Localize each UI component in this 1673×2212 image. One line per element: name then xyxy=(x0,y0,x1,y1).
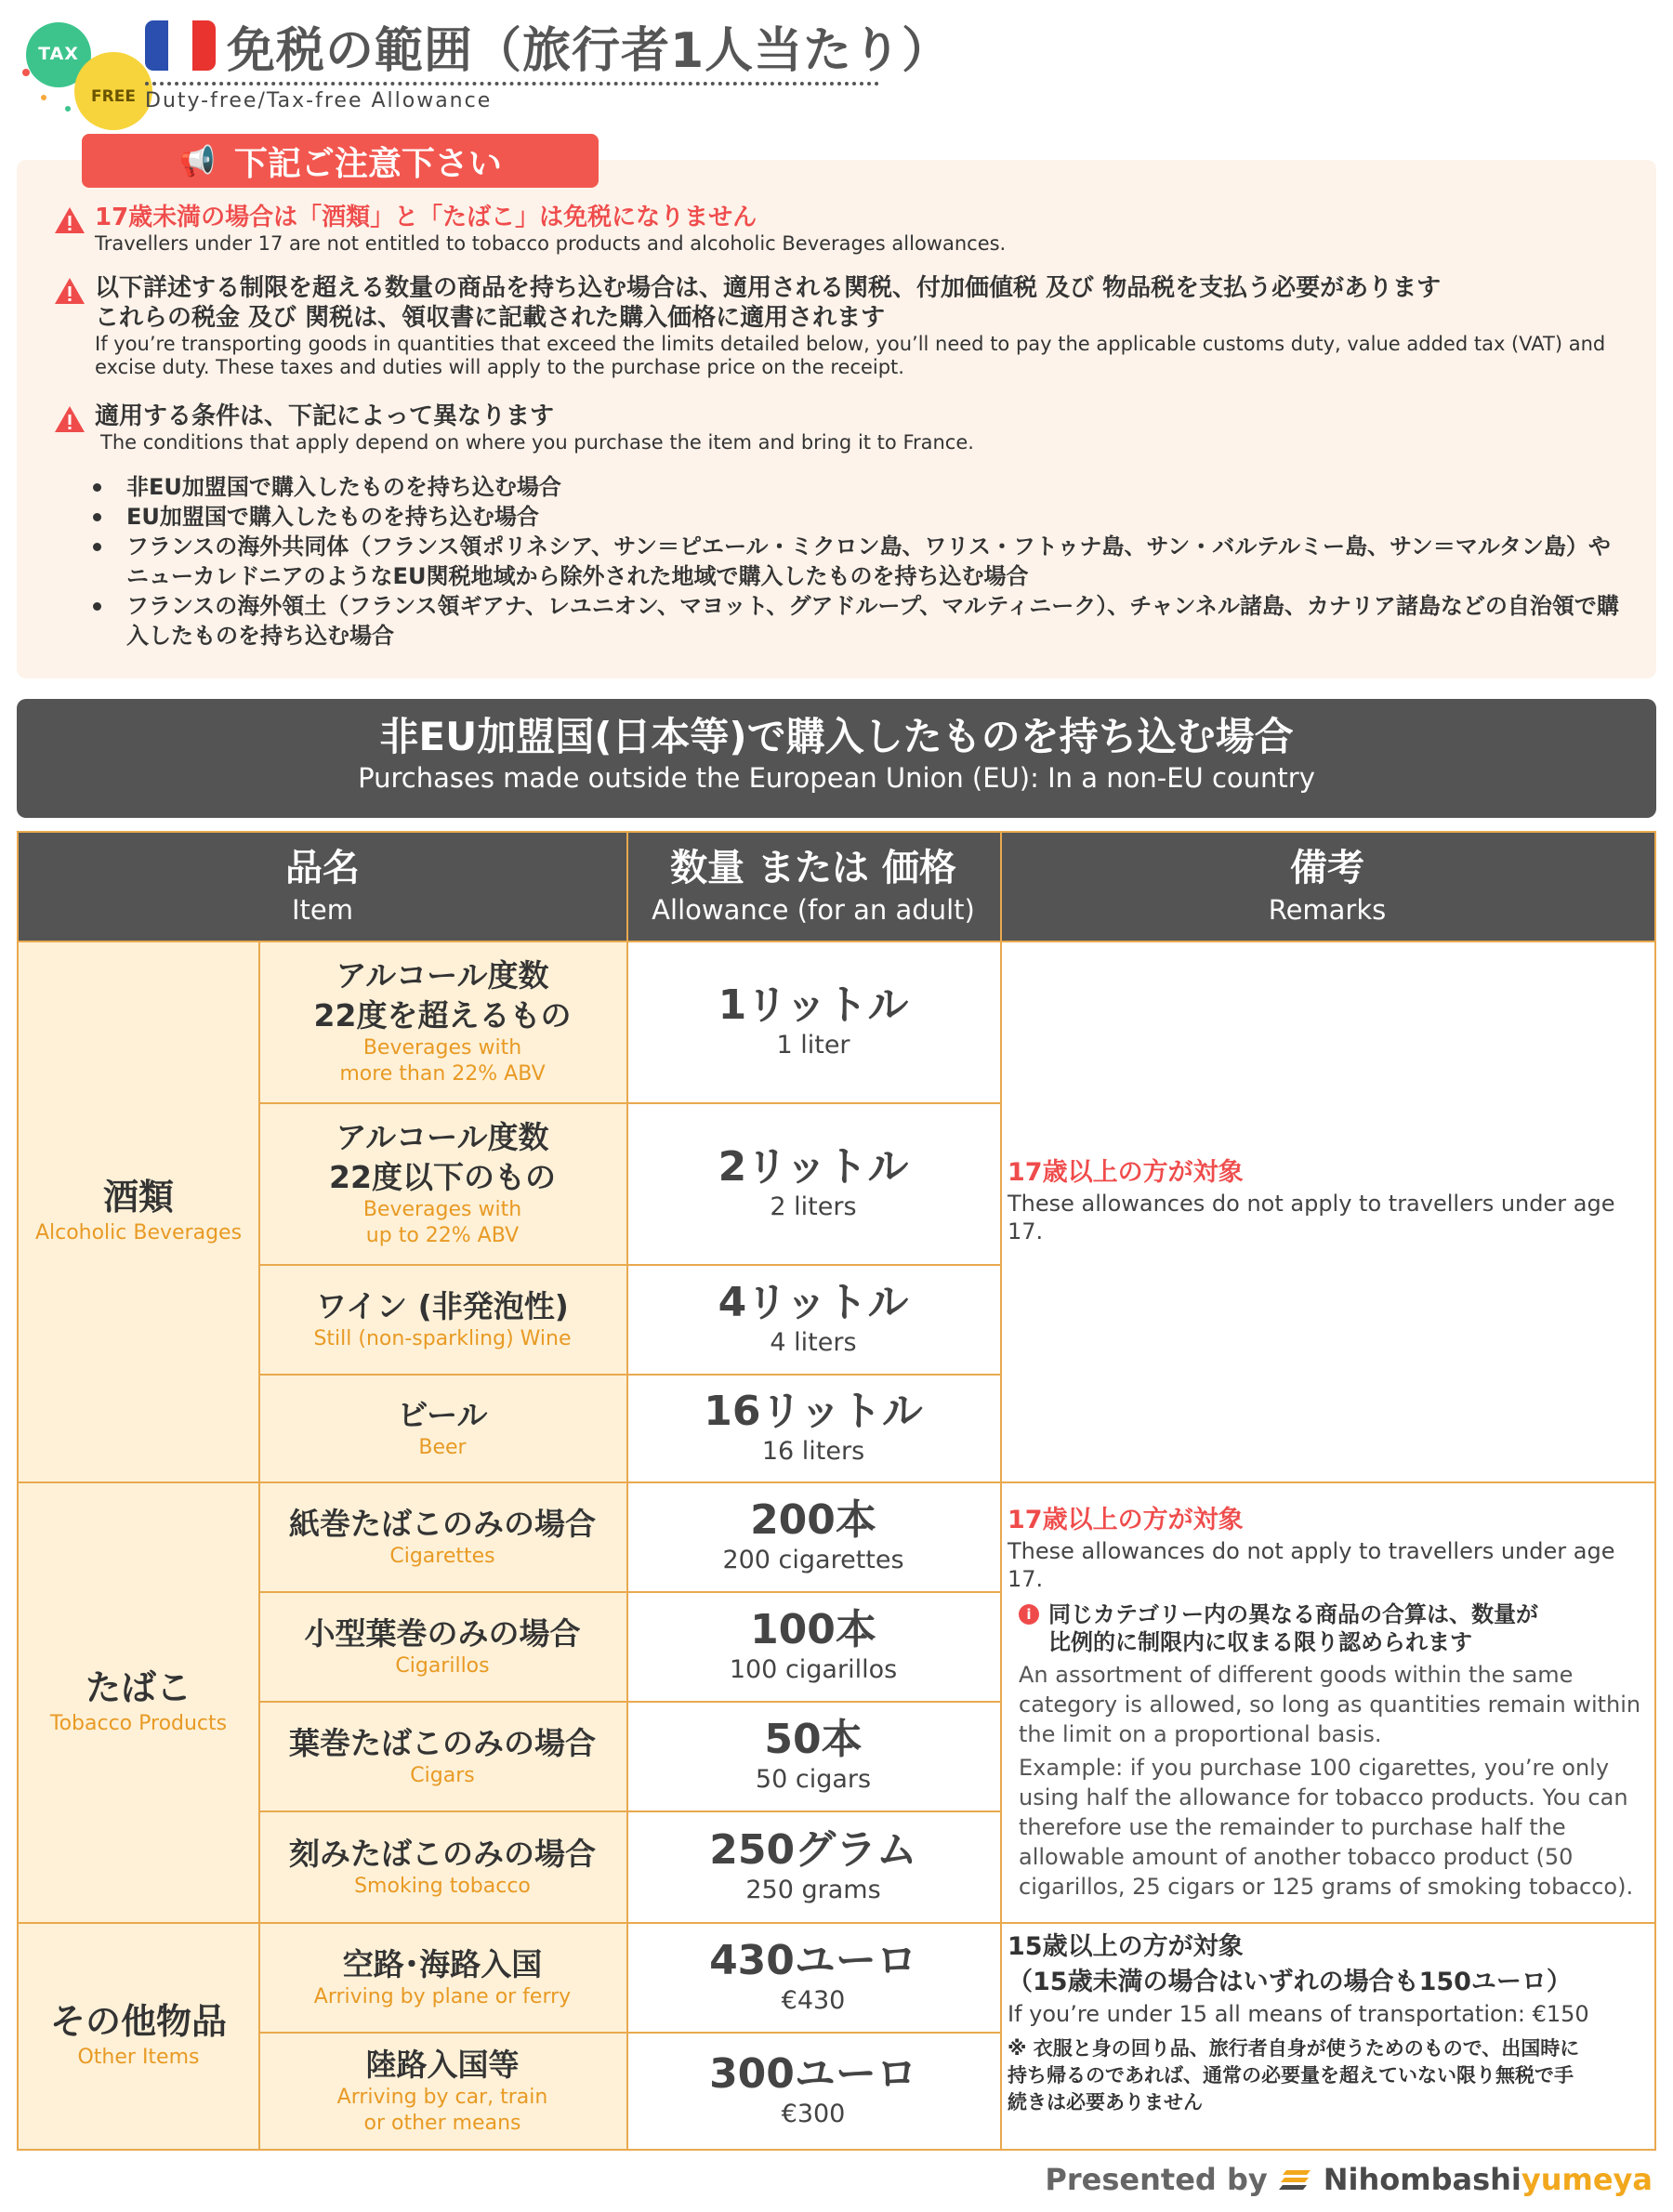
table-row-allowance xyxy=(626,941,1000,1102)
table-divider xyxy=(258,1810,1000,1812)
notice-tab-label: 下記ご注意下さい xyxy=(233,144,502,183)
france-flag-icon xyxy=(145,20,216,71)
presented-by-label: Presented by xyxy=(1045,2162,1268,2197)
category-other xyxy=(19,1922,258,2149)
notice-conditions-jp: 適用する条件は、下記によって異なります xyxy=(95,402,555,430)
item-name-en: Cigarettes xyxy=(389,1544,495,1568)
header-remarks xyxy=(1000,833,1654,941)
notice-item-age xyxy=(54,203,1662,256)
allowance-jp: 300ユーロ xyxy=(709,2050,917,2098)
remark-info-en: category is allowed, so long as quantities remain within xyxy=(1019,1692,1641,1718)
item-name-en: Arriving by car, train xyxy=(336,2085,548,2109)
allowance-jp: 2リットル xyxy=(718,1143,909,1191)
remark-example-en: cigarillos, 25 cigars or 125 grams of smoking tobacco). xyxy=(1019,1874,1634,1900)
table-row-allowance xyxy=(626,1264,1000,1374)
warning-icon xyxy=(54,405,86,433)
allowance-en: €300 xyxy=(781,2100,846,2128)
item-name-jp: 小型葉巻のみの場合 xyxy=(304,1614,581,1652)
remark-tobacco xyxy=(1008,1504,1649,1902)
section-title-jp: 非EU加盟国(日本等)で購入したものを持ち込む場合 xyxy=(379,714,1294,759)
allowance-jp: 430ユーロ xyxy=(709,1937,917,1984)
warning-icon xyxy=(54,206,86,234)
section-banner xyxy=(17,699,1656,818)
header-item-en: Item xyxy=(291,894,353,926)
allowance-en: €430 xyxy=(781,1986,846,2015)
item-name-jp: 紙巻たばこのみの場合 xyxy=(289,1505,596,1542)
notice-item-duty xyxy=(54,273,1662,379)
info-icon: i xyxy=(1019,1604,1039,1625)
item-name-en: Cigars xyxy=(410,1763,475,1787)
remark-other xyxy=(1008,1929,1653,2116)
table-divider xyxy=(258,1591,1000,1593)
table-divider xyxy=(258,1102,1000,1104)
title-divider xyxy=(145,82,879,86)
remark-age-en: These allowances do not apply to travellers under age 17. xyxy=(1008,1538,1615,1592)
table-row-allowance xyxy=(626,1701,1000,1810)
table-row-item xyxy=(258,1591,626,1701)
remark-alcohol xyxy=(1008,1156,1649,1245)
notice-duty-jp-2: これらの税金 及び 関税は、領収書に記載された購入価格に適用されます xyxy=(95,304,886,332)
allowance-jp: 250グラム xyxy=(709,1826,917,1874)
notice-duty-jp-1: 以下詳述する制限を超える数量の商品を持ち込む場合は、適用される関税、付加価値税 及び 物品税を支払う必要があります xyxy=(95,274,1442,302)
header-allowance-en: Allowance (for an adult) xyxy=(652,894,975,926)
item-name-jp: 葉巻たばこのみの場合 xyxy=(289,1724,596,1761)
table-row-allowance xyxy=(626,1102,1000,1264)
brand-name-accent: yumeya xyxy=(1521,2162,1653,2197)
list-item: フランスの海外共同体（フランス領ポリネシア、サン＝ピエール・ミクロン島、ワリス・フトゥナ島、サン・バルテルミー島、サン＝マルタン島）やニューカレドニアのようなEU関税地域から除外された地域で購入したものを持ち込む場合 xyxy=(89,532,1632,591)
table-row-item xyxy=(258,1810,626,1922)
remark-note: 持ち帰るのであれば、通常の必要量を超えていない限り無税で手 xyxy=(1008,2064,1574,2087)
allowance-en: 200 cigarettes xyxy=(722,1546,904,1574)
remark-info-en: the limit on a proportional basis. xyxy=(1019,1721,1382,1747)
allowance-en: 4 liters xyxy=(770,1328,857,1357)
table-divider xyxy=(1000,833,1002,2151)
item-name-en: Beer xyxy=(418,1435,467,1459)
category-tobacco-en: Tobacco Products xyxy=(49,1712,228,1735)
allowance-table xyxy=(17,831,1656,2151)
item-name-en: Smoking tobacco xyxy=(354,1874,531,1898)
table-row-allowance xyxy=(626,1810,1000,1922)
purchase-location-list xyxy=(89,472,1632,651)
table-row-allowance xyxy=(626,1591,1000,1701)
notice-age-jp: 17歳未満の場合は「酒類」と「たばこ」は免税になりません xyxy=(95,204,757,231)
page-subtitle: Duty-free/Tax-free Allowance xyxy=(145,89,493,112)
remark-example-en: using half the allowance for tobacco products. You can xyxy=(1019,1784,1628,1810)
item-name-jp: ワイン (非発泡性) xyxy=(316,1287,569,1324)
table-divider xyxy=(258,941,260,2151)
item-name-en: Beverages with xyxy=(362,1036,522,1060)
header-allowance xyxy=(626,833,1000,941)
remark-age-en: These allowances do not apply to travellers under age 17. xyxy=(1008,1191,1615,1244)
table-row-allowance xyxy=(626,1481,1000,1591)
remark-age-label: 17歳以上の方が対象 xyxy=(1008,1158,1244,1187)
notice-age-en: Travellers under 17 are not entitled to tobacco products and alcoholic Beverages allowances. xyxy=(95,232,1007,255)
remark-age-label: 15歳以上の方が対象 xyxy=(1008,1932,1244,1961)
allowance-jp: 200本 xyxy=(750,1496,876,1544)
megaphone-icon: 📢 xyxy=(178,143,216,178)
category-alcohol-jp: 酒類 xyxy=(102,1177,174,1218)
allowance-en: 16 liters xyxy=(761,1437,865,1466)
allowance-jp: 100本 xyxy=(750,1606,876,1653)
table-row-item xyxy=(258,2032,626,2149)
item-name-en: Cigarillos xyxy=(395,1653,490,1678)
category-tobacco-jp: たばこ xyxy=(85,1667,191,1708)
table-divider xyxy=(258,1374,1000,1376)
list-item: フランスの海外領土（フランス領ギアナ、レユニオン、マヨット、グアドループ、マルティニーク）、チャンネル諸島、カナリア諸島などの自治領で購入したものを持ち込む場合 xyxy=(89,591,1632,651)
item-name-jp: 陸路入国等 xyxy=(365,2046,520,2083)
item-name-jp: 22度以下のもの xyxy=(329,1159,556,1195)
item-name-jp: ビール xyxy=(397,1396,488,1433)
item-name-en: more than 22% ABV xyxy=(339,1062,546,1086)
header-item xyxy=(19,833,626,941)
category-tobacco xyxy=(19,1481,258,1922)
table-row-item xyxy=(258,1264,626,1374)
brand-logo-icon xyxy=(1279,2166,1312,2192)
allowance-en: 100 cigarillos xyxy=(729,1655,898,1684)
remark-info-en: An assortment of different goods within the same xyxy=(1019,1662,1574,1688)
table-row-item xyxy=(258,1481,626,1591)
item-name-jp: 刻みたばこのみの場合 xyxy=(289,1835,596,1872)
table-row-allowance xyxy=(626,2032,1000,2149)
item-name-en: or other means xyxy=(363,2111,521,2135)
allowance-jp: 16リットル xyxy=(704,1388,923,1435)
remark-example-en: Example: if you purchase 100 cigarettes, you’re only xyxy=(1019,1755,1610,1781)
page-title: 免税の範囲（旅行者1人当たり） xyxy=(227,23,952,79)
remark-info-jp: 同じカテゴリー内の異なる商品の合算は、数量が xyxy=(1048,1601,1539,1627)
remark-example-en: therefore use the remainder to purchase half the xyxy=(1019,1814,1566,1840)
table-row-item xyxy=(258,1102,626,1264)
item-name-en: up to 22% ABV xyxy=(365,1224,520,1247)
table-divider xyxy=(626,833,628,2151)
remark-info xyxy=(1019,1600,1649,1656)
table-row-allowance xyxy=(626,1374,1000,1481)
item-name-jp: アルコール度数 xyxy=(336,957,549,994)
category-alcohol-en: Alcoholic Beverages xyxy=(34,1221,243,1244)
allowance-en: 50 cigars xyxy=(755,1765,872,1794)
remark-example-en: allowable amount of another tobacco product (50 xyxy=(1019,1844,1574,1870)
tax-free-logo xyxy=(22,13,143,115)
header-remarks-jp: 備考 xyxy=(1290,847,1364,889)
header-remarks-en: Remarks xyxy=(1268,894,1387,926)
brand-name xyxy=(1324,2162,1653,2197)
allowance-jp: 1リットル xyxy=(718,981,909,1029)
allowance-jp: 50本 xyxy=(764,1716,863,1763)
category-alcohol xyxy=(19,941,258,1481)
notice-conditions-en: The conditions that apply depend on where you purchase the item and bring it to France. xyxy=(100,431,974,454)
table-divider xyxy=(19,1481,1656,1483)
header-allowance-jp: 数量 または 価格 xyxy=(670,847,956,889)
item-name-en: Arriving by plane or ferry xyxy=(313,1984,572,2008)
table-divider xyxy=(258,1701,1000,1703)
notice-item-conditions xyxy=(54,402,1662,454)
notice-tab xyxy=(82,134,599,188)
table-divider xyxy=(19,1922,1656,1924)
table-row-item xyxy=(258,1922,626,2032)
table-divider xyxy=(258,1264,1000,1266)
table-divider xyxy=(258,2032,1000,2034)
allowance-en: 1 liter xyxy=(776,1031,850,1060)
list-item: 非EU加盟国で購入したものを持ち込む場合 xyxy=(89,472,1632,502)
item-name-en: Beverages with xyxy=(362,1198,522,1221)
allowance-jp: 4リットル xyxy=(718,1279,909,1326)
remark-age-detail: （15歳未満の場合はいずれの場合も150ユーロ） xyxy=(1008,1968,1572,1996)
table-divider xyxy=(19,941,1656,942)
warning-icon xyxy=(54,277,86,305)
remark-age-label: 17歳以上の方が対象 xyxy=(1008,1506,1244,1534)
brand-name-part: Nihombashi xyxy=(1323,2162,1522,2197)
table-row-item xyxy=(258,941,626,1102)
footer-credit xyxy=(1045,2162,1653,2197)
notice-duty-en-2: excise duty. These taxes and duties will apply to the purchase price on the receipt. xyxy=(95,356,904,378)
tax-badge: TAX xyxy=(26,22,91,87)
table-row-allowance xyxy=(626,1922,1000,2032)
item-name-jp: 空路･海路入国 xyxy=(342,1945,543,1982)
header-item-jp: 品名 xyxy=(285,847,360,889)
free-badge: FREE xyxy=(74,52,152,130)
allowance-en: 2 liters xyxy=(770,1192,857,1221)
remark-note: ※ 衣服と身の回り品、旅行者自身が使うためのもので、出国時に xyxy=(1008,2037,1580,2060)
item-name-jp: アルコール度数 xyxy=(336,1119,549,1155)
remark-note: 続きは必要ありません xyxy=(1008,2091,1203,2113)
list-item: EU加盟国で購入したものを持ち込む場合 xyxy=(89,502,1632,532)
notice-duty-en-1: If you’re transporting goods in quantities that exceed the limits detailed below, you’ll need to pay the applicable customs duty, value added tax (VAT) and xyxy=(95,333,1606,355)
allowance-en: 250 grams xyxy=(745,1876,881,1904)
item-name-en: Still (non-sparkling) Wine xyxy=(313,1326,572,1350)
category-other-jp: その他物品 xyxy=(49,2001,227,2042)
item-name-jp: 22度を超えるもの xyxy=(313,997,572,1034)
section-title-en: Purchases made outside the European Union (EU): In a non-EU country xyxy=(358,762,1315,794)
remark-info-jp: 比例的に制限内に収まる限り認められます xyxy=(1048,1629,1472,1655)
table-row-item xyxy=(258,1701,626,1810)
category-other-en: Other Items xyxy=(77,2046,200,2069)
table-row-item xyxy=(258,1374,626,1481)
remark-age-en: If you’re under 15 all means of transportation: €150 xyxy=(1008,2001,1589,2027)
